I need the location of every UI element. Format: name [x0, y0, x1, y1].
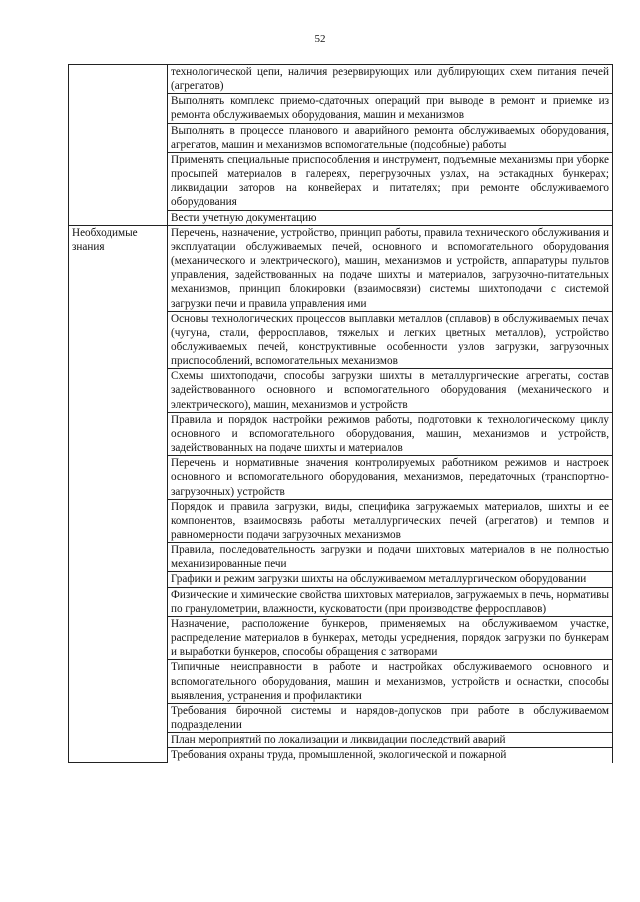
requirement-text: Выполнять комплекс приемо-сдаточных операций при выводе в ремонт и приемке из ремонта обслуживаемых оборудования, машин и механизмов [168, 94, 613, 123]
requirement-text: Правила и порядок настройки режимов работы, подготовки к технологическому циклу основного и вспомогательного оборудования, машин, механизмов и устройств, задействованных на подаче шихты и материалов [168, 412, 613, 455]
requirement-text: Порядок и правила загрузки, виды, специфика загружаемых материалов, шихты и ее компонентов, взаимосвязь работы металлургических печей (агрегатов) и темпов и равномерности подачи загрузочных механизмов [168, 499, 613, 542]
requirement-text: Применять специальные приспособления и инструмент, подъемные механизмы при уборке просыпей материалов в галереях, перегрузочных узлах, на эстакадных бункерах; ликвидации заторов на конвейерах и питателях; при ремонте обслуживаемого оборудования [168, 152, 613, 210]
requirement-text: Правила, последовательность загрузки и подачи шихтовых материалов в не полностью механизированные печи [168, 543, 613, 572]
requirement-text: Физические и химические свойства шихтовых материалов, загружаемых в печь, нормативы по гранулометрии, влажности, кусковатости (при производстве ферросплавов) [168, 587, 613, 616]
page-number: 52 [314, 33, 326, 45]
requirement-text: Перечень, назначение, устройство, принцип работы, правила технического обслуживания и эксплуатации обслуживаемых печей, основного и вспомогательного оборудования (механического и электрического), машин, механизмов и устройств, аппаратуры пультов управления, задействованных на подаче шихты и материалов, загрузочно-питательных механизмов, принцип блокировки (взаимосвязи) системы шихтоподачи с системой загрузки печи и правила управления ими [168, 225, 613, 311]
requirement-text: Перечень и нормативные значения контролируемых работником режимов и настроек основного и вспомогательного оборудования, механизмов, передаточных (транспортно-загрузочных) устройств [168, 456, 613, 499]
table-row [69, 225, 613, 311]
requirement-text: Схемы шихтоподачи, способы загрузки шихты в металлургические агрегаты, состав задействованного основного и вспомогательного оборудования (механического и электрического), машин, механизмов и устройств [168, 369, 613, 412]
requirement-text: Типичные неисправности в работе и настройках обслуживаемого основного и вспомогательного оборудования, машин и механизмов, устройств и оснастки, способы выявления, устранения и профилактики [168, 660, 613, 703]
requirement-text: технологической цепи, наличия резервирующих или дублирующих схем питания печей (агрегатов) [168, 65, 613, 94]
requirement-text: Требования бирочной системы и нарядов-допусков при работе в обслуживаемом подразделении [168, 703, 613, 732]
requirement-text: Назначение, расположение бункеров, применяемых на обслуживаемом участке, распределение материалов в бункерах, методы усреднения, порядок загрузки по бункерам и выработки бункеров, способы обращения с затворами [168, 616, 613, 659]
table-row [69, 65, 613, 94]
job-requirements-table [68, 64, 613, 763]
requirement-text: Основы технологических процессов выплавки металлов (сплавов) в обслуживаемых печах (чугуна, стали, ферросплавов, тяжелых и легких цветных металлов), устройство обслуживаемых печей, конструктивные особенности узлов загрузки, загрузочных приспособлений, вспомогательных механизмов [168, 311, 613, 369]
section-label [69, 65, 168, 226]
requirement-text: План мероприятий по локализации и ликвидации последствий аварий [168, 733, 613, 748]
section-label: Необходимые знания [69, 225, 168, 762]
requirement-text: Выполнять в процессе планового и аварийного ремонта обслуживаемых оборудования, агрегатов, машин и механизмов вспомогательные (подсобные) работы [168, 123, 613, 152]
requirement-text: Требования охраны труда, промышленной, экологической и пожарной [168, 748, 613, 763]
requirement-text: Графики и режим загрузки шихты на обслуживаемом металлургическом оборудовании [168, 572, 613, 587]
requirement-text: Вести учетную документацию [168, 210, 613, 225]
